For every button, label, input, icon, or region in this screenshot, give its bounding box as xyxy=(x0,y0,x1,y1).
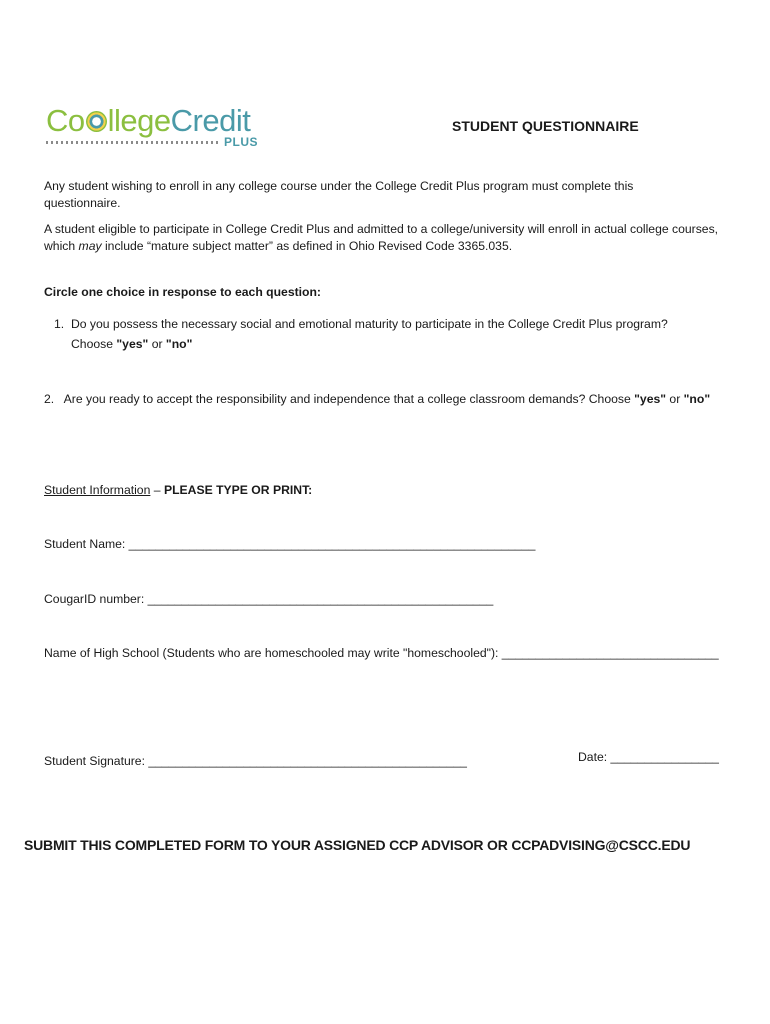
logo-plus: PLUS xyxy=(224,135,259,149)
submit-instruction: SUBMIT THIS COMPLETED FORM TO YOUR ASSIGNED CCP ADVISOR OR CCPADVISING@CSCC.EDU xyxy=(24,837,691,853)
choice-no[interactable]: "no" xyxy=(165,337,193,351)
choice-yes[interactable]: "yes" xyxy=(634,392,667,406)
instruction: Circle one choice in response to each question: xyxy=(44,285,321,299)
page-title: STUDENT QUESTIONNAIRE xyxy=(452,118,639,134)
intro-paragraph-1: Any student wishing to enroll in any college course under the College Credit Plus program must complete this questionnaire. xyxy=(44,179,634,210)
question-2: 2. Are you ready to accept the responsibility and independence that a college classroom demands? Choose "yes" or "no" xyxy=(44,392,711,406)
question-1-choices: Choose "yes" or "no" xyxy=(71,337,193,351)
date-field[interactable]: Date: ________________ xyxy=(578,750,719,764)
high-school-field[interactable]: Name of High School (Students who are homeschooled may write "homeschooled"): ________________________________ xyxy=(44,646,719,660)
logo-globe-icon xyxy=(86,111,107,132)
intro-paragraph-2: A student eligible to participate in College Credit Plus and admitted to a college/university will enroll in actual college courses, which may include “mature subject matter” as defined in Ohio Revised Code 3365.035. xyxy=(44,222,719,253)
question-1: 1. Do you possess the necessary social and emotional maturity to participate in the College Credit Plus program? xyxy=(54,317,668,331)
logo-dotted-rule xyxy=(46,141,218,144)
student-name-field[interactable]: Student Name: ____________________________________________________________ xyxy=(44,537,536,551)
college-credit-plus-logo xyxy=(46,103,262,154)
choice-no[interactable]: "no" xyxy=(683,392,711,406)
student-information-heading: Student Information – PLEASE TYPE OR PRINT: xyxy=(44,483,313,497)
student-signature-field[interactable]: Student Signature: _______________________________________________ xyxy=(44,754,467,768)
logo-wordmark: Co llegeCredit xyxy=(46,103,251,138)
choice-yes[interactable]: "yes" xyxy=(116,337,149,351)
cougar-id-field[interactable]: CougarID number: ___________________________________________________ xyxy=(44,592,494,606)
